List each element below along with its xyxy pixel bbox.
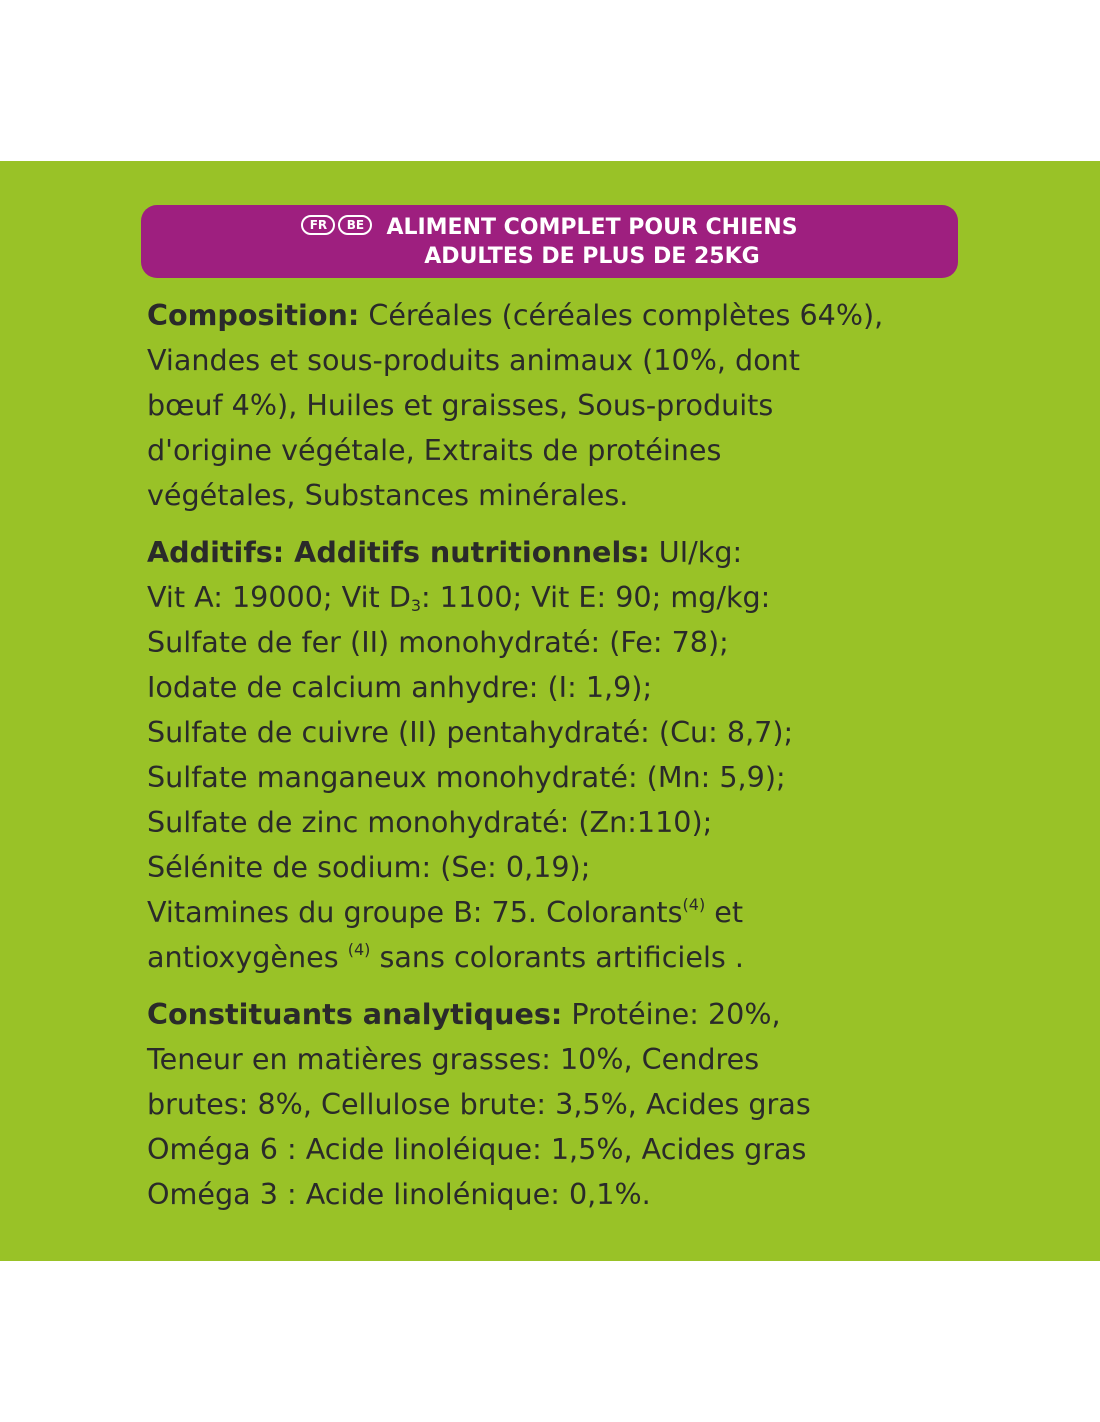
product-banner — [141, 205, 958, 278]
composition-line: d'origine végétale, Extraits de protéines — [147, 433, 722, 467]
additifs-line — [147, 890, 967, 935]
subscript: 3 — [410, 596, 422, 615]
additifs-text: et — [705, 895, 744, 929]
additifs-text: UI/kg: — [658, 535, 743, 569]
additifs-text: antioxygènes — [147, 940, 348, 974]
composition-heading: Composition: — [147, 298, 360, 332]
footnote-mark: (4) — [347, 940, 371, 959]
composition-section — [147, 293, 967, 518]
constituants-line: Oméga 6 : Acide linoléique: 1,5%, Acides gras — [147, 1132, 807, 1166]
composition-line: bœuf 4%), Huiles et graisses, Sous-produits — [147, 388, 774, 422]
constituants-line: Oméga 3 : Acide linolénique: 0,1%. — [147, 1177, 651, 1211]
footnote-mark: (4) — [682, 895, 706, 914]
additifs-line — [147, 935, 967, 980]
additifs-line: Sulfate de cuivre (II) pentahydraté: (Cu: 8,7); — [147, 715, 794, 749]
additifs-line — [147, 530, 967, 575]
constituants-line: Teneur en matières grasses: 10%, Cendres — [147, 1042, 760, 1076]
additifs-section — [147, 530, 967, 980]
additifs-line: Sulfate de zinc monohydraté: (Zn:110); — [147, 805, 713, 839]
additifs-line: Sulfate de fer (II) monohydraté: (Fe: 78); — [147, 625, 729, 659]
composition-line: Viandes et sous-produits animaux (10%, dont — [147, 343, 801, 377]
country-flags — [301, 215, 372, 235]
vitamin-text: : 1100; Vit E: 90; mg/kg: — [421, 580, 771, 614]
additifs-text: Vitamines du groupe B: 75. Colorants — [147, 895, 683, 929]
constituants-section — [147, 992, 967, 1217]
composition-line — [147, 293, 967, 338]
vitamin-text: Vit A: 19000; Vit D — [147, 580, 411, 614]
product-title-line-2: ADULTES DE PLUS DE 25KG — [424, 243, 760, 269]
country-badge-fr: FR — [301, 215, 335, 235]
additifs-heading: Additifs: Additifs nutritionnels: — [147, 535, 650, 569]
product-title — [386, 213, 797, 271]
additifs-line — [147, 575, 967, 620]
country-badge-be: BE — [338, 215, 372, 235]
constituants-heading: Constituants analytiques: — [147, 997, 563, 1031]
constituants-line — [147, 992, 967, 1037]
constituants-text: Protéine: 20%, — [571, 997, 781, 1031]
composition-text: Céréales (céréales complètes 64%), — [368, 298, 884, 332]
ingredients-text — [147, 293, 967, 1229]
composition-line: végétales, Substances minérales. — [147, 478, 629, 512]
additifs-line: Sulfate manganeux monohydraté: (Mn: 5,9); — [147, 760, 786, 794]
label-panel — [0, 161, 1100, 1261]
additifs-line: Sélénite de sodium: (Se: 0,19); — [147, 850, 591, 884]
additifs-line: Iodate de calcium anhydre: (I: 1,9); — [147, 670, 653, 704]
product-title-line-1: ALIMENT COMPLET POUR CHIENS — [386, 214, 798, 240]
constituants-line: brutes: 8%, Cellulose brute: 3,5%, Acides gras — [147, 1087, 811, 1121]
additifs-text: sans colorants artificiels . — [370, 940, 744, 974]
